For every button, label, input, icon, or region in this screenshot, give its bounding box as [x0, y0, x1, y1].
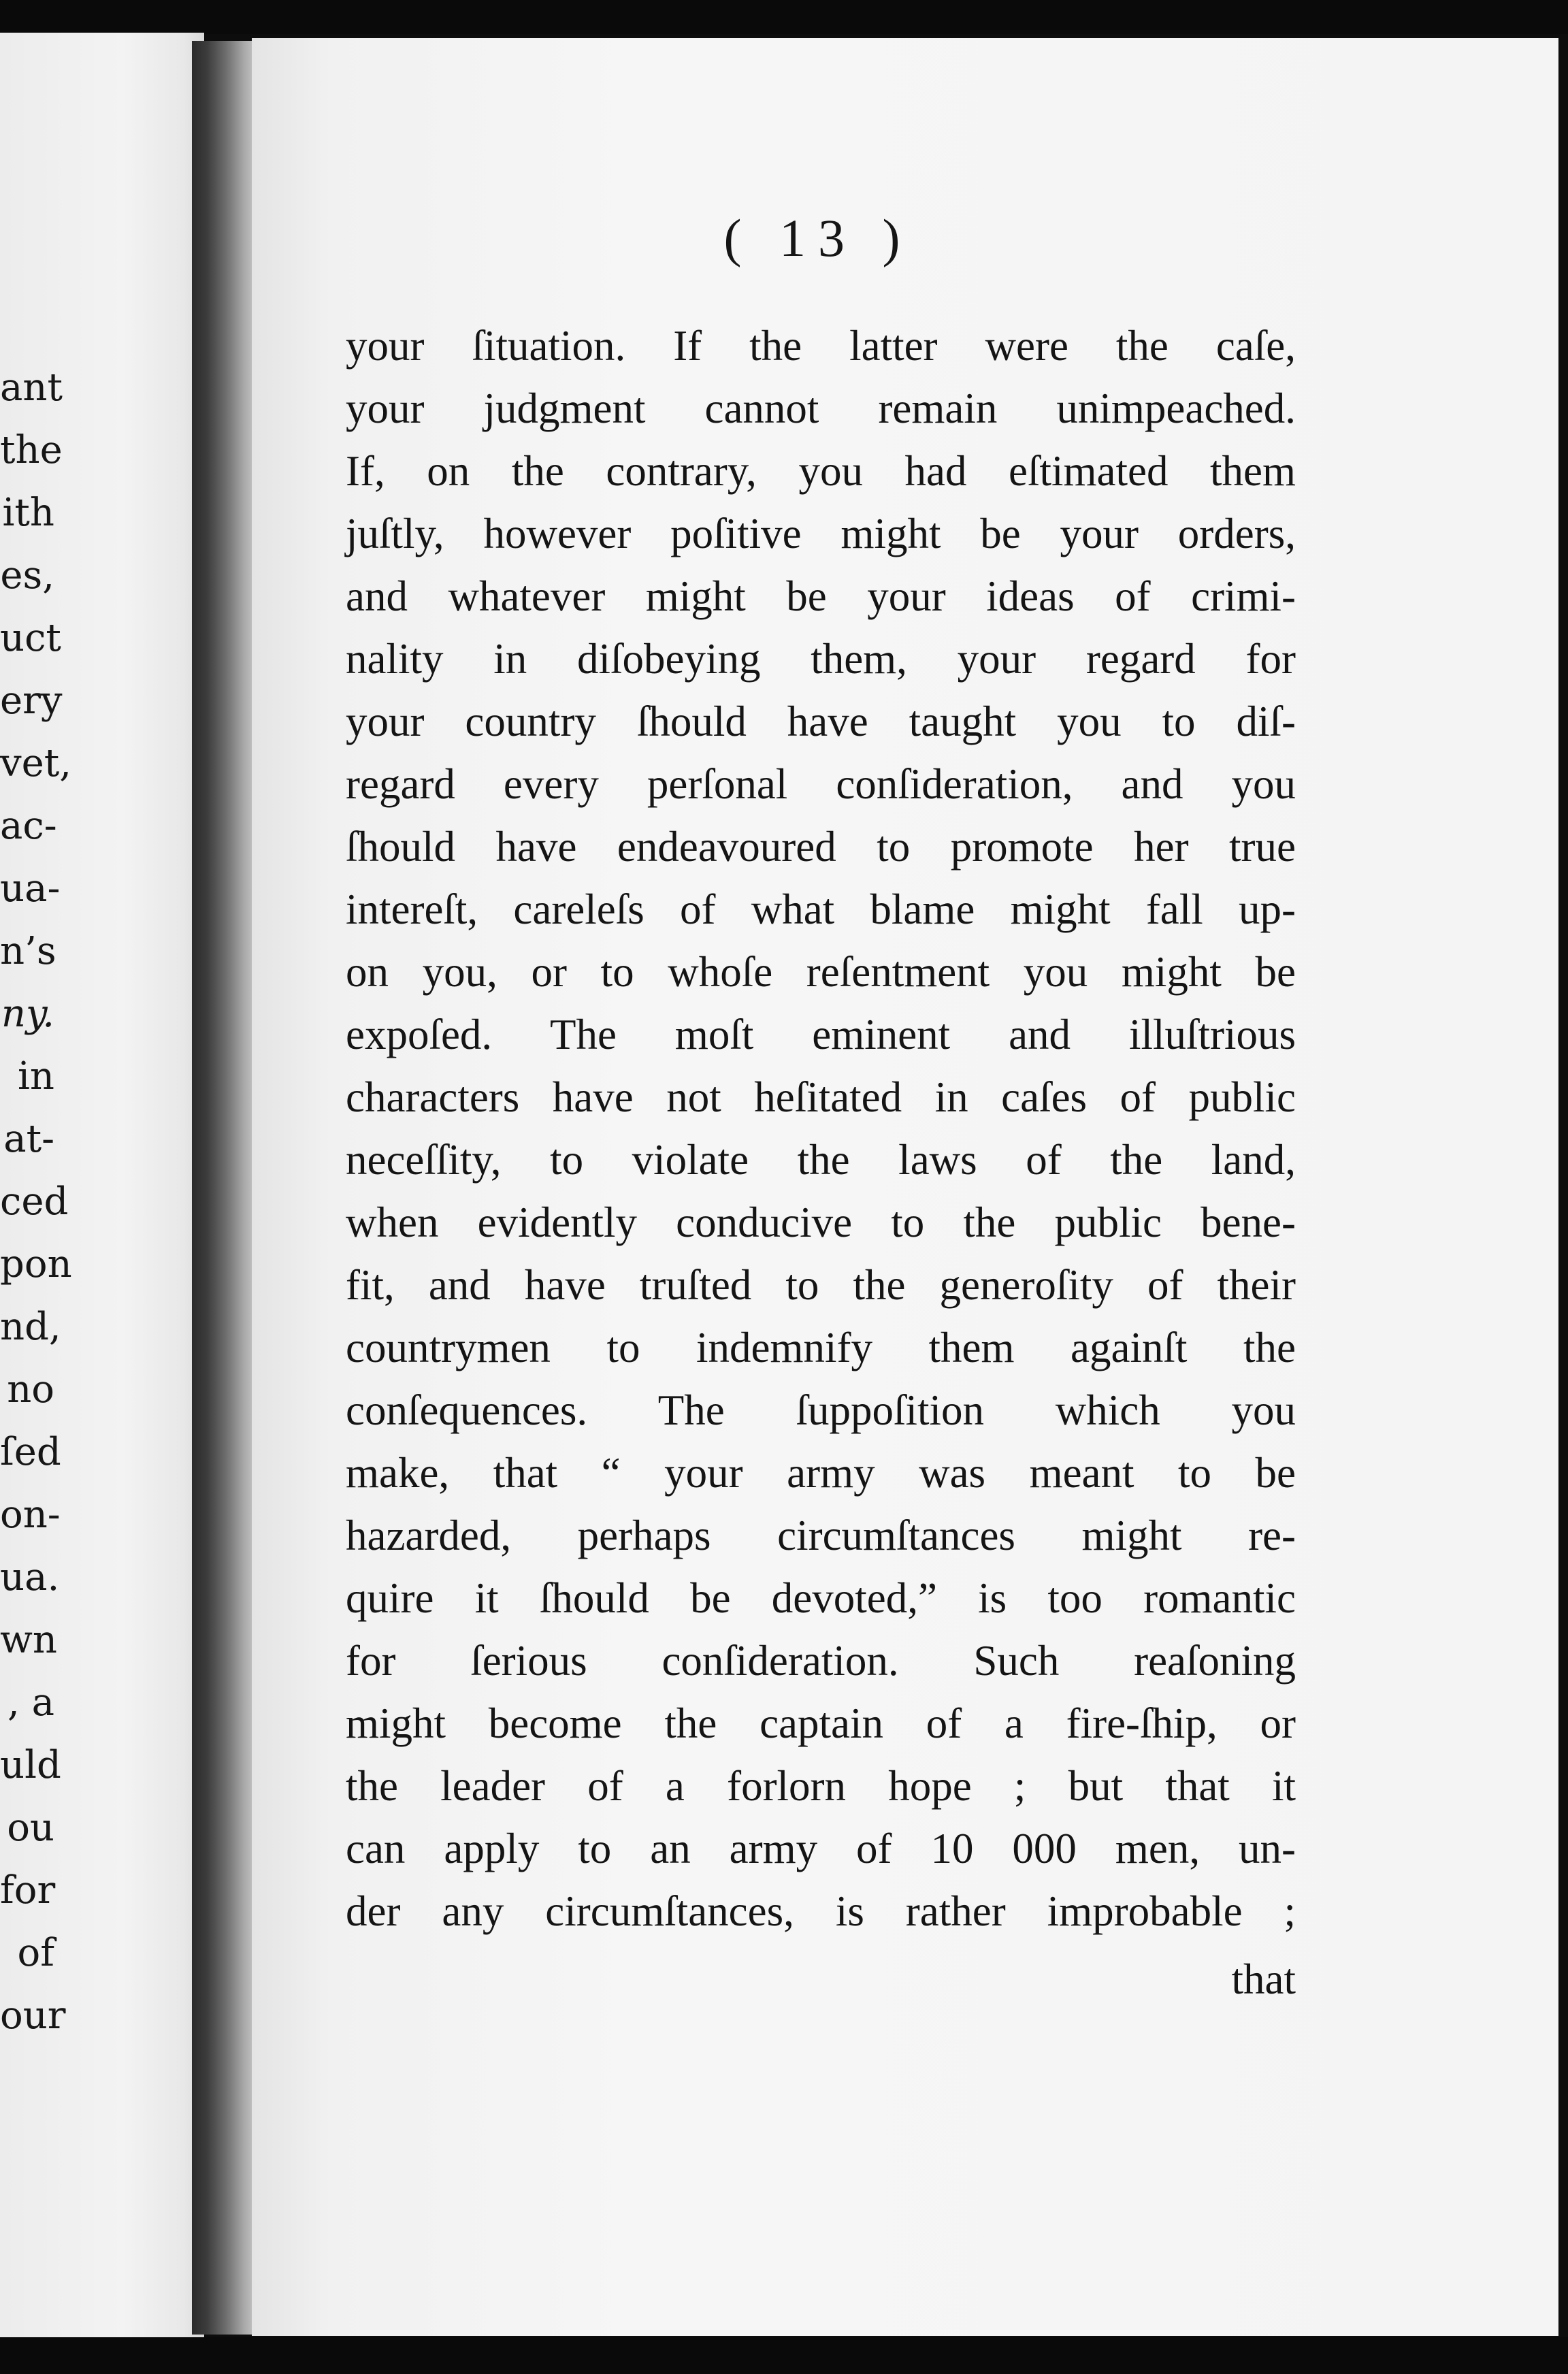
catchword: that [1231, 1955, 1296, 2003]
fragment-line: ith [2, 491, 54, 535]
text-line: might become the captain of a fire-ſhip, or [346, 1700, 1296, 1747]
fragment-line: ant [0, 365, 63, 410]
text-line: regard every perſonal conſideration, and you [346, 760, 1296, 808]
text-line: ſhould have endeavoured to promote her true [346, 823, 1296, 871]
text-line: juſtly, however poſitive might be your orders, [346, 510, 1296, 557]
fragment-line: es, [0, 553, 54, 598]
fragment-line: ſed [0, 1430, 61, 1474]
text-line: and whatever might be your ideas of crimi- [346, 572, 1296, 620]
text-line: intereſt, careleſs of what blame might fall up- [346, 885, 1296, 933]
fragment-line: pon [0, 1242, 72, 1286]
fragment-line: n’s [0, 929, 56, 973]
fragment-line: ny. [1, 992, 54, 1036]
fragment-line: , a [7, 1680, 54, 1725]
text-line: your ſituation. If the latter were the caſe, [346, 322, 1296, 370]
scan-top-border [0, 0, 1568, 34]
page-number: ( 13 ) [723, 208, 913, 267]
text-line: der any circumſtances, is rather improbable ; [346, 1887, 1296, 1935]
fragment-line: ery [0, 679, 63, 723]
previous-page-edge [0, 33, 204, 2337]
text-line: the leader of a forlorn hope ; but that it [346, 1762, 1296, 1810]
fragment-line: wn [0, 1618, 57, 1662]
text-line: If, on the contrary, you had eſtimated them [346, 447, 1296, 495]
fragment-line: uct [0, 616, 61, 660]
text-line: when evidently conducive to the public bene- [346, 1199, 1296, 1246]
text-line: expoſed. The moſt eminent and illuſtrious [346, 1011, 1296, 1058]
fragment-line: ac- [0, 804, 57, 848]
fragment-line: ou [7, 1806, 54, 1850]
fragment-line: uld [0, 1743, 61, 1787]
text-line: hazarded, perhaps circumſtances might re- [346, 1512, 1296, 1559]
previous-page-text-fragments [0, 357, 204, 2047]
text-line: for ſerious conſideration. Such reaſoning [346, 1637, 1296, 1685]
fragment-line: ua- [0, 866, 61, 911]
text-line: on you, or to whoſe reſentment you might be [346, 948, 1296, 996]
text-line: your country ſhould have taught you to diſ- [346, 698, 1296, 745]
fragment-line: vet, [0, 741, 72, 785]
text-line: your judgment cannot remain unimpeached. [346, 385, 1296, 432]
text-line: nality in diſobeying them, your regard for [346, 635, 1296, 683]
page-body-text [346, 314, 1296, 1942]
text-line: make, that “ your army was meant to be [346, 1449, 1296, 1497]
text-line: countrymen to indemnify them againſt the [346, 1324, 1296, 1371]
fragment-line: of [17, 1931, 54, 1975]
text-line: quire it ſhould be devoted,” is too romantic [346, 1574, 1296, 1622]
fragment-line: ua. [0, 1555, 60, 1599]
fragment-line: in [18, 1054, 54, 1099]
text-line: fit, and have truſted to the generoſity of their [346, 1261, 1296, 1309]
text-line: can apply to an army of 10 000 men, un- [346, 1825, 1296, 1872]
text-line: characters have not heſitated in caſes of public [346, 1073, 1296, 1121]
scan-bottom-border [0, 2337, 1568, 2374]
fragment-line: nd, [0, 1305, 61, 1349]
fragment-line: the [0, 428, 63, 472]
fragment-line: at- [3, 1117, 54, 1161]
fragment-line: no [7, 1367, 54, 1412]
fragment-line: our [0, 1994, 66, 2038]
text-line: conſequences. The ſuppoſition which you [346, 1386, 1296, 1434]
fragment-line: on- [0, 1493, 61, 1537]
text-line: neceſſity, to violate the laws of the land, [346, 1136, 1296, 1184]
fragment-line: for [0, 1868, 56, 1913]
fragment-line: ced [0, 1180, 69, 1224]
